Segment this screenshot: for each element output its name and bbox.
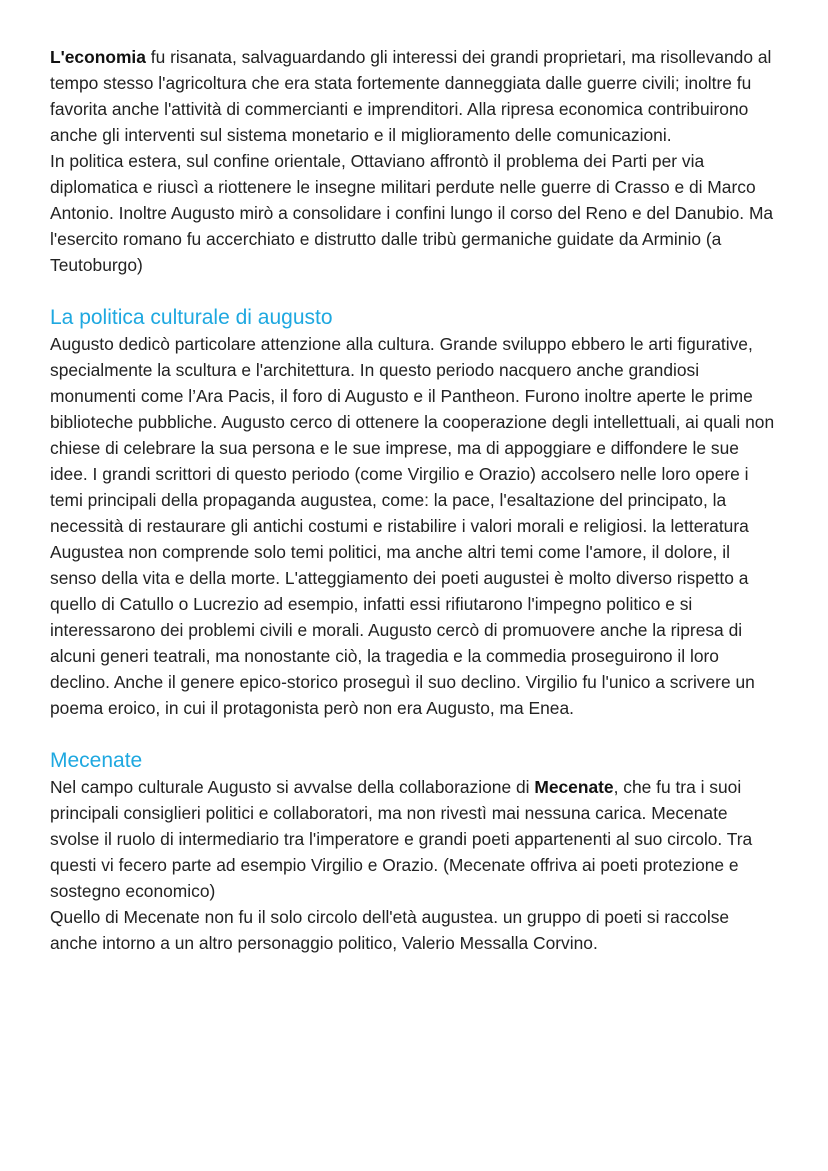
section-spacer — [50, 721, 778, 748]
foreign-policy-paragraph: In politica estera, sul confine orientale, Ottaviano affrontò il problema dei Parti per via diplomatica e riuscì a riottenere le insegne militari perdute nelle guerre di Crasso e di Marco Antonio. Inoltre Augusto mirò a consolidare i confini lungo il corso del Reno e del Danubio. Ma l'esercito romano fu accerchiato e distrutto dalle tribù germaniche guidate da Arminio (a Teutoburgo) — [50, 151, 774, 275]
section-spacer — [50, 278, 778, 305]
economy-paragraph — [50, 44, 778, 148]
other-circle-paragraph: Quello di Mecenate non fu il solo circolo dell'età augustea. un gruppo di poeti si raccolse anche intorno a un altro personaggio politico, Valerio Messalla Corvino. — [50, 907, 730, 953]
mecenate-heading: Mecenate — [50, 749, 143, 772]
economy-text: fu risanata, salvaguardando gli interessi dei grandi proprietari, ma risollevando al tempo stesso l'agricoltura che era stata fortemente danneggiata dalle guerre civili; inoltre fu favorita anche l'attività di commercianti e imprenditori. Alla ripresa economica contribuirono anche gli interventi sul sistema monetario e il miglioramento delle comunicazioni. — [50, 47, 772, 145]
mecenate-rest: , che fu tra i suoi principali consiglieri politici e collaboratori, ma non rivestì mai nessuna carica. Mecenate svolse il ruolo di intermediario tra l'imperatore e grandi poeti appartenenti al suo circolo. Tra questi vi fecero parte ad esempio Virgilio e Orazio. (Mecenate offriva ai poeti protezione e sostegno economico) — [50, 777, 753, 901]
mecenate-name: Mecenate — [534, 777, 614, 797]
cultural-policy-heading: La politica culturale di augusto — [50, 306, 333, 329]
economy-term: L'economia — [50, 47, 146, 67]
mecenate-intro: Nel campo culturale Augusto si avvalse della collaborazione di — [50, 777, 535, 797]
cultural-policy-paragraph: Augusto dedicò particolare attenzione alla cultura. Grande sviluppo ebbero le arti figurative, specialmente la scultura e l'architettura. In questo periodo nacquero anche grandiosi monumenti come l’Ara Pacis, il foro di Augusto e il Pantheon. Furono inoltre aperte le prime biblioteche pubbliche. Augusto cerco di ottenere la cooperazione degli intellettuali, ai quali non chiese di celebrare la sua persona e le sue imprese, ma di appoggiare e diffondere le sue idee. I grandi scrittori di questo periodo (come Virgilio e Orazio) accolsero nelle loro opere i temi principali della propaganda augustea, come: la pace, l'esaltazione del principato, la necessità di restaurare gli antichi costumi e ristabilire i valori morali e religiosi. la letteratura Augustea non comprende solo temi politici, ma anche altri temi come l'amore, il dolore, il senso della vita e della morte. L'atteggiamento dei poeti augustei è molto diverso rispetto a quello di Catullo o Lucrezio ad esempio, infatti essi rifiutarono l'impegno politico e si interessarono dei problemi civili e morali. Augusto cercò di promuovere anche la ripresa di alcuni generi teatrali, ma nonostante ciò, la tragedia e la commedia proseguirono il loro declino. Anche il genere epico-storico proseguì il suo declino. Virgilio fu l'unico a scrivere un poema eroico, in cui il protagonista però non era Augusto, ma Enea. — [50, 334, 775, 718]
mecenate-paragraph — [50, 774, 778, 904]
